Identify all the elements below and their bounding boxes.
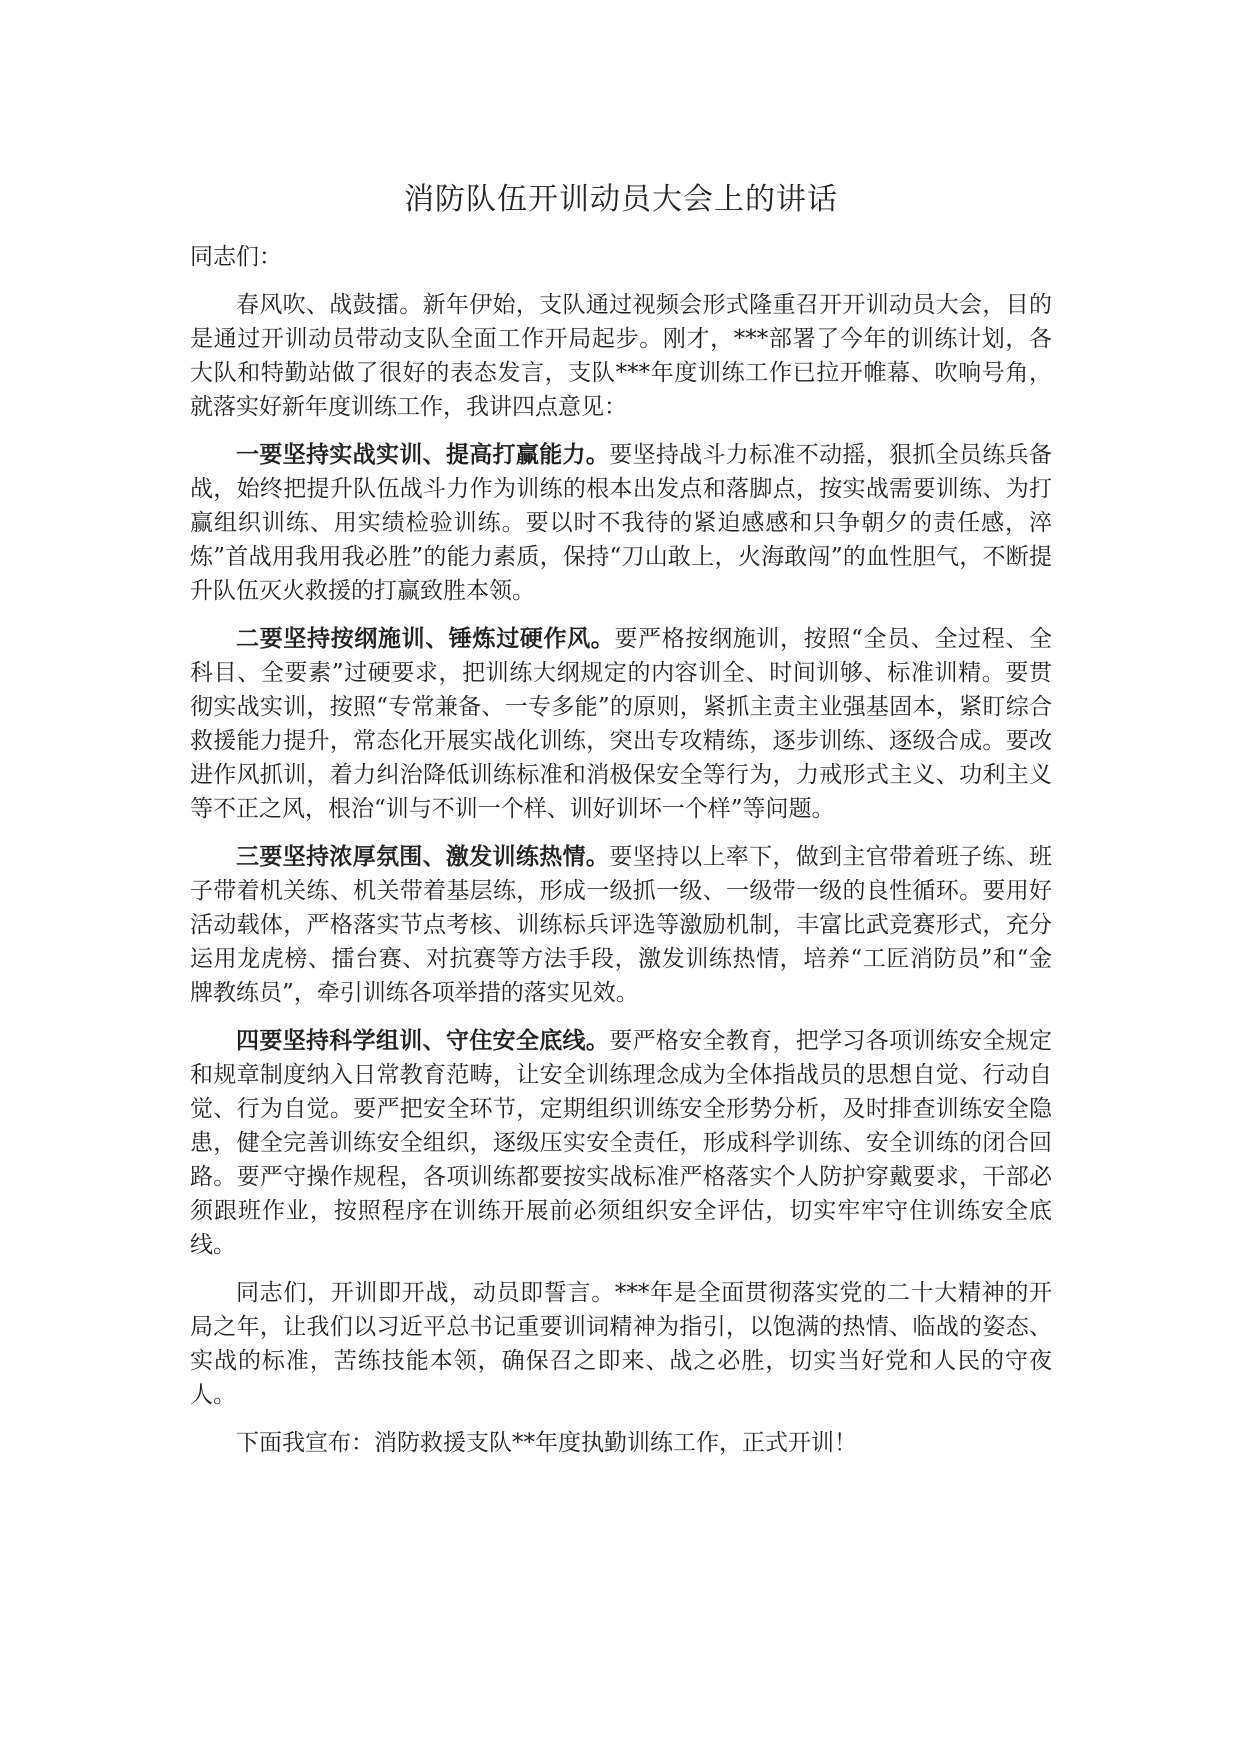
point-4-body: 要严格安全教育，把学习各项训练安全规定和规章制度纳入日常教育范畴，让安全训练理念成为全体指战员的思想自觉、行动自觉、行为自觉。要严把安全环节，定期组织训练安全形势分析，及时排查训练安全隐患，健全完善训练安全组织，逐级压实安全责任，形成科学训练、安全训练的闭合回路。要严守操作规程，各项训练都要按实战标准严格落实个人防护穿戴要求，干部必须跟班作业，按照程序在训练开展前必须组织安全评估，切实牢牢守住训练安全底线。 <box>190 1028 1053 1258</box>
point-4-paragraph <box>190 1024 1052 1262</box>
salutation: 同志们： <box>190 244 282 270</box>
closing-paragraph: 同志们，开训即开战，动员即誓言。***年是全面贯彻落实党的二十大精神的开局之年，让我们以习近平总书记重要训词精神为指引，以饱满的热情、临战的姿态、实战的标准，苦练技能本领，确保召之即来、战之必胜，切实当好党和人民的守夜人。 <box>190 1280 1052 1408</box>
point-3-body: 要坚持以上率下，做到主官带着班子练、班子带着机关练、机关带着基层练，形成一级抓一级、一级带一级的良性循环。要用好活动载体，严格落实节点考核、训练标兵评选等激励机制，丰富比武竞赛形式，充分运用龙虎榜、擂台赛、对抗赛等方法手段，激发训练热情，培养“工匠消防员”和“金牌教练员”，牵引训练各项举措的落实见效。 <box>190 844 1053 1006</box>
point-4-lead: 四要坚持科学组训、守住安全底线。 <box>236 1027 610 1054</box>
point-2-paragraph <box>190 622 1052 826</box>
announcement-paragraph: 下面我宣布：消防救援支队**年度执勤训练工作，正式开训！ <box>236 1430 857 1456</box>
point-3-paragraph <box>190 840 1052 1010</box>
point-1-body: 要坚持战斗力标准不动摇，狠抓全员练兵备战，始终把提升队伍战斗力作为训练的根本出发点和落脚点，按实战需要训练、为打赢组织训练、用实绩检验训练。要以时不我待的紧迫感感和只争朝夕的责任感，淬炼”首战用我用我必胜”的能力素质，保持“刀山敢上，火海敢闯”的血性胆气，不断提升队伍灭火救援的打赢致胜本领。 <box>190 442 1053 604</box>
point-3-lead: 三要坚持浓厚氛围、激发训练热情。 <box>236 843 610 870</box>
point-1-lead: 一要坚持实战实训、提高打赢能力。 <box>236 441 610 468</box>
point-1-paragraph <box>190 438 1052 608</box>
document-page <box>190 170 1052 1474</box>
point-2-lead: 二要坚持按纲施训、锤炼过硬作风。 <box>236 625 615 652</box>
document-title: 消防队伍开训动员大会上的讲话 <box>404 182 838 217</box>
intro-paragraph: 春风吹、战鼓擂。新年伊始，支队通过视频会形式隆重召开开训动员大会，目的是通过开训动员带动支队全面工作开局起步。刚才，***部署了今年的训练计划，各大队和特勤站做了很好的表态发言，支队***年度训练工作已拉开帷幕、吹响号角，就落实好新年度训练工作，我讲四点意见： <box>190 292 1052 420</box>
point-2-body: 要严格按纲施训，按照“全员、全过程、全科目、全要素”过硬要求，把训练大纲规定的内容训全、时间训够、标准训精。要贯彻实战实训，按照“专常兼备、一专多能”的原则，紧抓主责主业强基固本，紧盯综合救援能力提升，常态化开展实战化训练，突出专攻精练，逐步训练、逐级合成。要改进作风抓训，着力纠治降低训练标准和消极保安全等行为，力戒形式主义、功利主义等不正之风，根治“训与不训一个样、训好训坏一个样”等问题。 <box>190 626 1052 822</box>
